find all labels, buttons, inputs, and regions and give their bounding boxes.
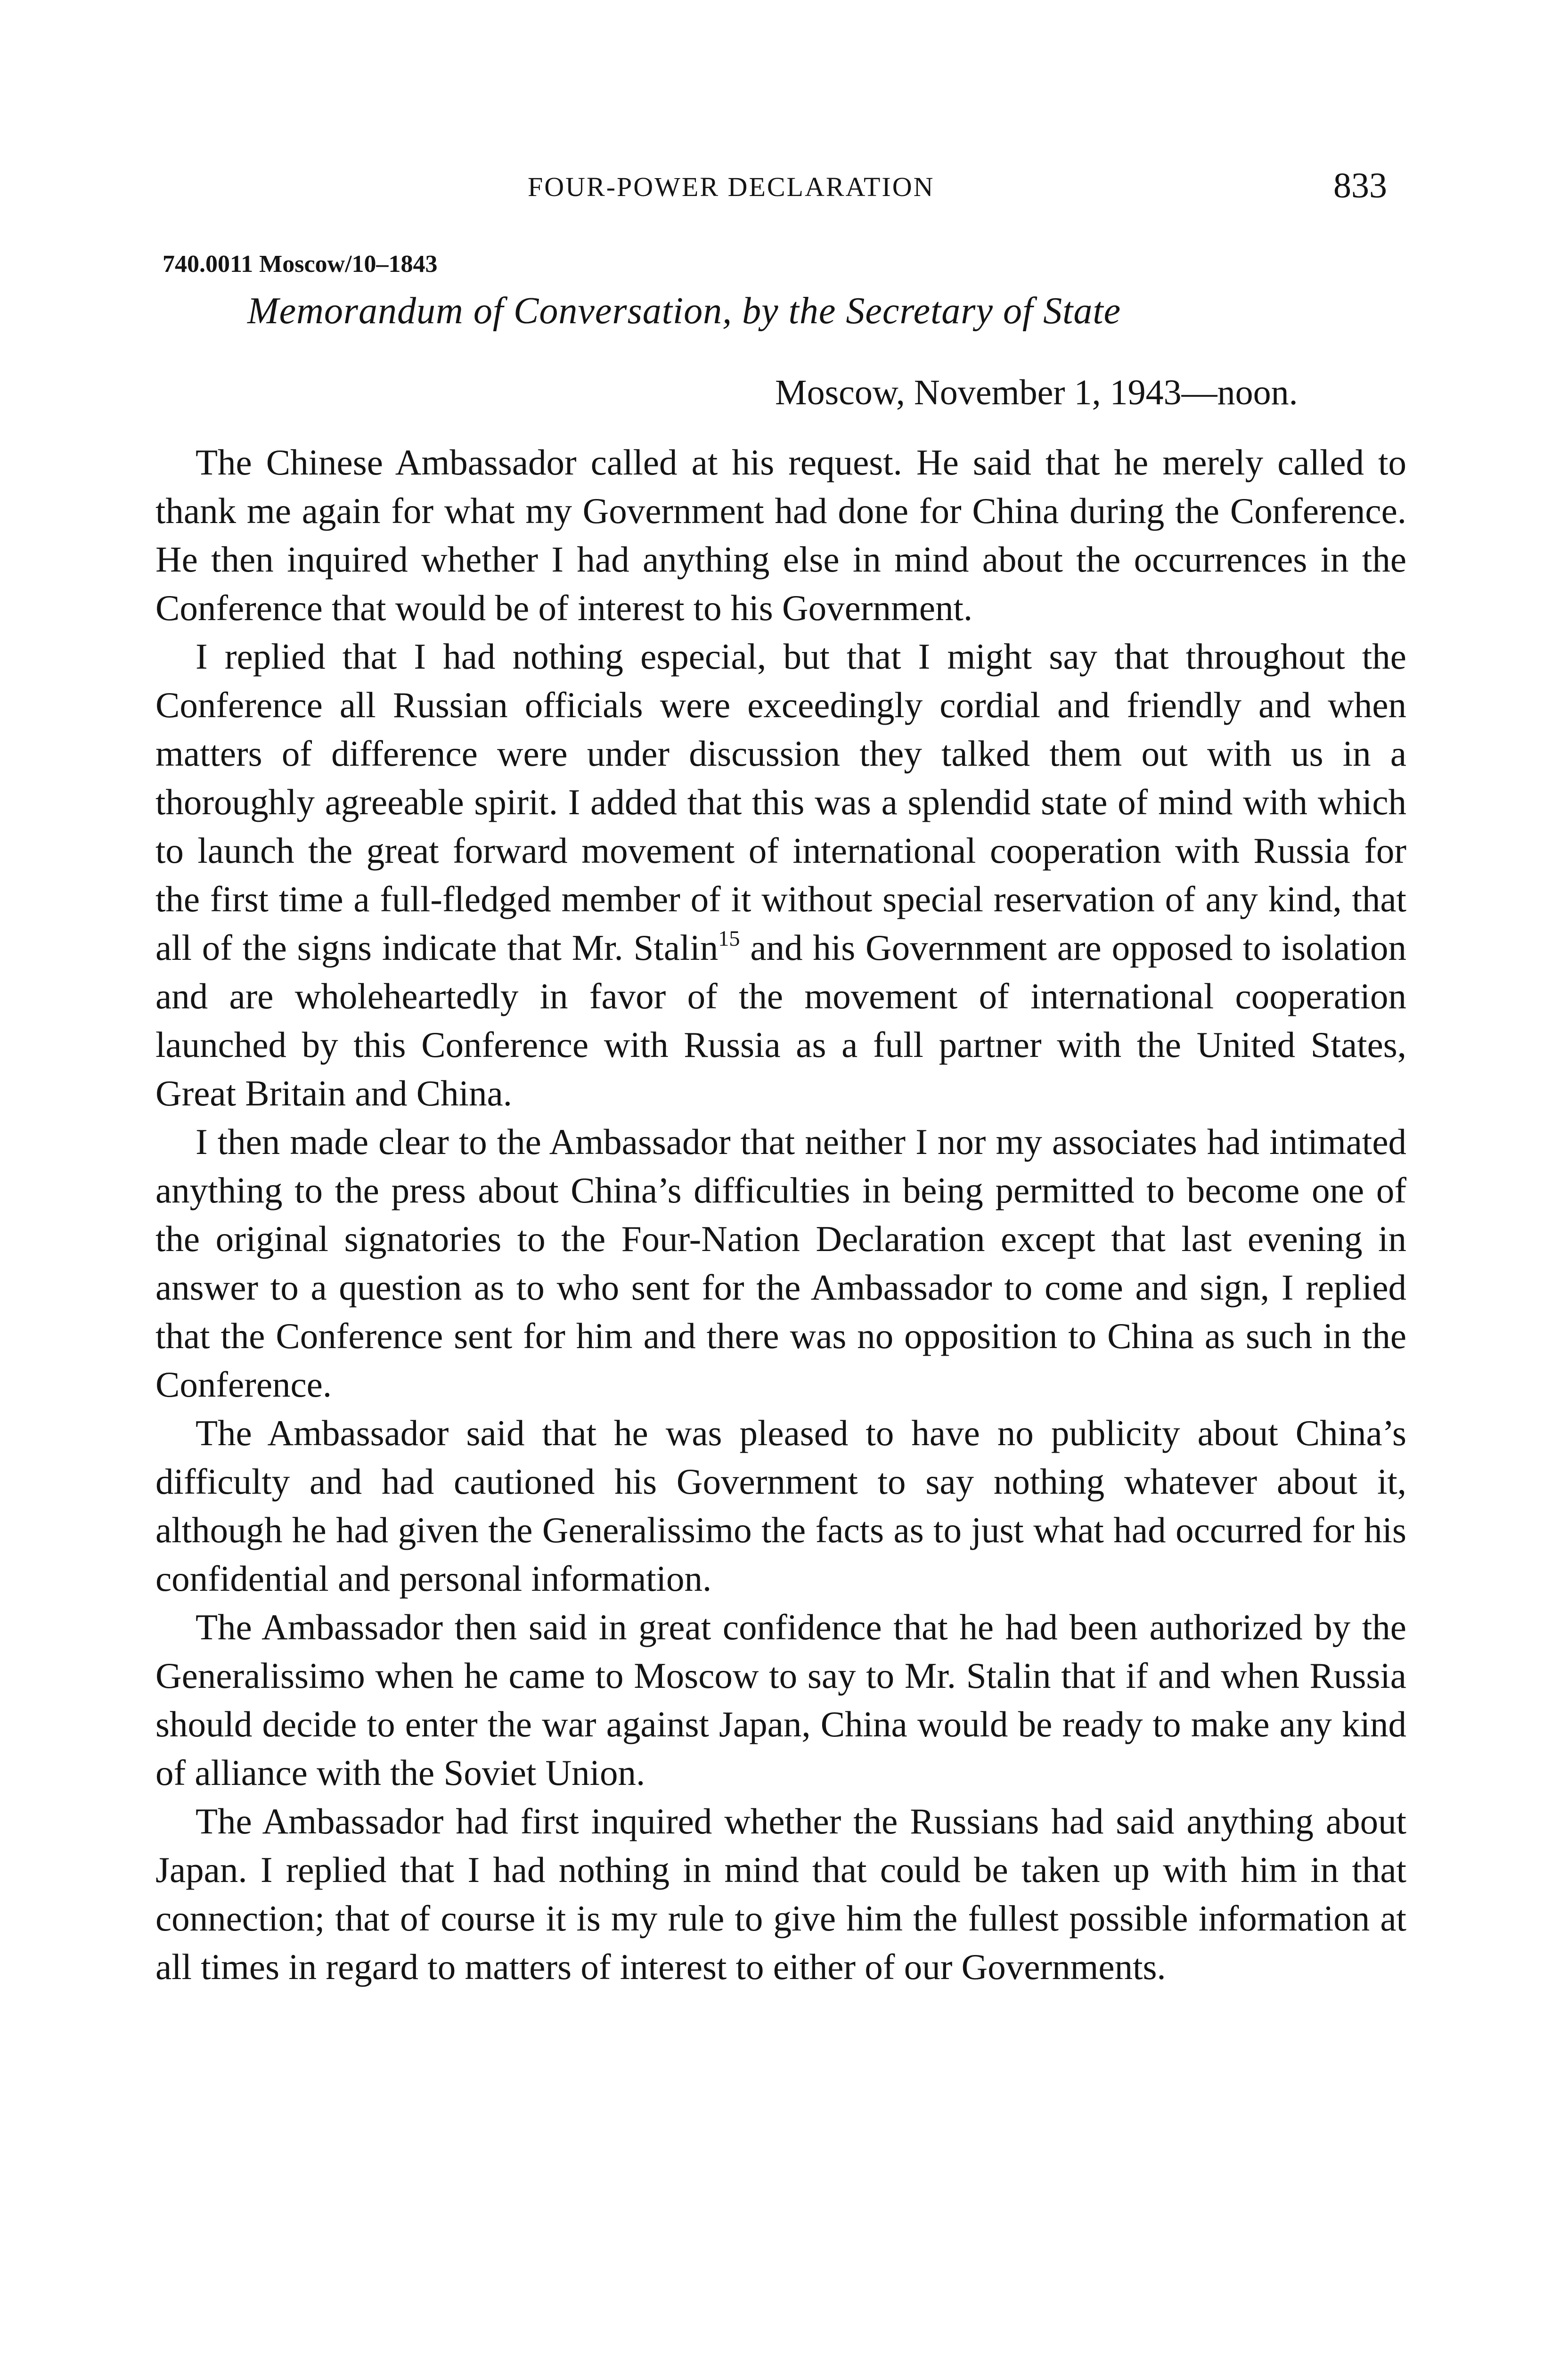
body-text [155,438,1406,1991]
paragraph-2-part-1: I replied that I had nothing especial, but that I might say that throughout the Conference all Russian officials were exceedingly cordial and friendly and when matters of difference were under discussion they talked them out with us in a thoroughly agreeable spirit. I added that this was a splendid state of mind with which to launch the great forward movement of international cooperation with Russia for the first time a full-fledged member of it without special reservation of any kind, that all of the signs indicate that Mr. Stalin [155,636,1406,968]
page-number: 833 [1333,166,1387,205]
paragraph-6: The Ambassador had first inquired whether the Russians had said anything about Japan. I replied that I had nothing in mind that could be taken up with him in that connection; that of course it is my rule to give him the fullest possible information at all times in regard to matters of interest to either of our Governments. [155,1801,1406,1987]
dateline: Moscow, November 1, 1943—noon. [775,373,1298,412]
paragraph-2-part-2: and his Government are opposed to isolation and are wholeheartedly in favor of the movement of international cooperation launched by this Conference with Russia as a full partner with the United States, Great Britain and China. [155,927,1406,1113]
paragraph-3: I then made clear to the Ambassador that neither I nor my associates had intimated anything to the press about China’s difficulties in being permitted to become one of the original signatories to the Four-Nation Declaration except that last evening in answer to a question as to who sent for the Ambassador to come and sign, I replied that the Conference sent for him and there was no opposition to China as such in the Conference. [155,1121,1406,1405]
running-head: FOUR-POWER DECLARATION [528,172,935,202]
paragraph-1: The Chinese Ambassador called at his request. He said that he merely called to thank me again for what my Government had done for China during the Conference. He then inquired whether I had anything else in mind about the occurrences in the Conference that would be of interest to his Government. [155,442,1406,628]
paragraph-4: The Ambassador said that he was pleased to have no publicity about China’s difficulty and had cautioned his Government to say nothing whatever about it, although he had given the Generalissimo the facts as to just what had occurred for his confidential and personal information. [155,1413,1406,1599]
footnote-reference: 15 [718,926,740,950]
document-title: Memorandum of Conversation, by the Secretary of State [247,290,1121,332]
file-reference: 740.0011 Moscow/10–1843 [163,251,438,278]
paragraph-2 [155,632,1406,1118]
paragraph-5: The Ambassador then said in great confidence that he had been authorized by the Generalissimo when he came to Moscow to say to Mr. Stalin that if and when Russia should decide to enter the war against Japan, China would be ready to make any kind of alliance with the Soviet Union. [155,1607,1406,1793]
